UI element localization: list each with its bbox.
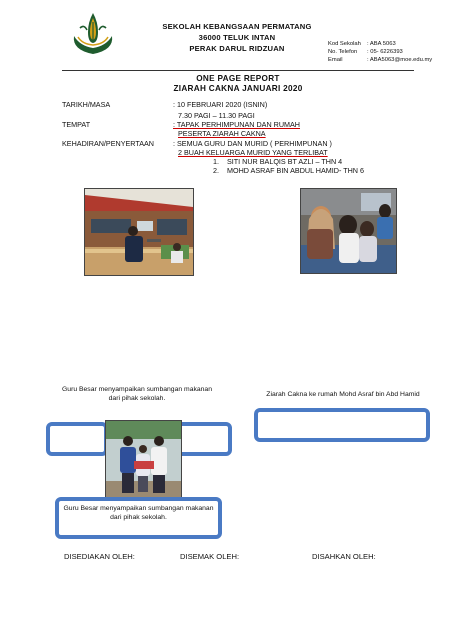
place-value-1: : TAPAK PERHIMPUNAN DAN RUMAH xyxy=(173,120,300,129)
place-label: TEMPAT xyxy=(62,120,91,129)
contact-row-code xyxy=(328,40,432,48)
time-value: 7.30 PAGI – 11.30 PAGI xyxy=(178,111,255,120)
caption-box-left-b xyxy=(176,422,232,456)
attendance-value-2: 2 BUAH KELUARGA MURID YANG TERLIBAT xyxy=(178,148,328,157)
attendance-label: KEHADIRAN/PENYERTAAN xyxy=(62,139,154,148)
school-postcode-town: 36000 TELUK INTAN xyxy=(198,33,276,42)
report-title-line2: ZIARAH CAKNA JANUARI 2020 xyxy=(173,84,303,93)
photo-donation xyxy=(105,420,182,498)
photo-home-visit xyxy=(300,188,397,274)
signature-approved-by: DISAHKAN OLEH: xyxy=(312,552,376,561)
contact-row-phone xyxy=(328,48,432,56)
signature-checked-by: DISEMAK OLEH: xyxy=(180,552,240,561)
contact-value: : ABA 5063 xyxy=(367,41,396,47)
family-name: SITI NUR BALQIS BT AZLI – THN 4 xyxy=(227,157,343,166)
caption-left-bottom: Guru Besar menyampaikan sumbangan makanan dari pihak sekolah. xyxy=(63,505,214,521)
photo-donation-image xyxy=(106,421,181,497)
contact-value: : 05- 6226393 xyxy=(367,49,403,55)
place-value-2: PESERTA ZIARAH CAKNA xyxy=(178,129,266,138)
photo-home-visit-image xyxy=(301,189,396,273)
school-name: SEKOLAH KEBANGSAAN PERMATANG xyxy=(162,22,312,31)
caption-box-left-a xyxy=(46,422,108,456)
school-header xyxy=(130,21,344,54)
school-crest-logo xyxy=(70,10,116,56)
family-number: 2. xyxy=(213,166,219,175)
report-title xyxy=(62,74,414,94)
date-value: : 10 FEBRUARI 2020 (ISNIN) xyxy=(173,100,268,109)
photo-assembly xyxy=(84,188,194,276)
contact-label: Kod Sekolah xyxy=(328,41,361,47)
date-label: TARIKH/MASA xyxy=(62,100,111,109)
contact-label: Email xyxy=(328,57,343,63)
school-state: PERAK DARUL RIDZUAN xyxy=(189,44,285,53)
contact-value: : ABA5063@moe.edu.my xyxy=(367,57,433,63)
signature-prepared-by: DISEDIAKAN OLEH: xyxy=(64,552,135,561)
header-divider xyxy=(62,70,414,71)
contact-row-email xyxy=(328,56,432,64)
contact-label: No. Telefon xyxy=(328,49,358,55)
family-name: MOHD ASRAF BIN ABDUL HAMID- THN 6 xyxy=(227,166,364,175)
attendance-value-1: : SEMUA GURU DAN MURID ( PERHIMPUNAN ) xyxy=(173,139,332,148)
caption-left-top: Guru Besar menyampaikan sumbangan makanan dari pihak sekolah. xyxy=(62,386,212,402)
contact-block xyxy=(328,40,432,64)
caption-box-right xyxy=(254,408,430,442)
photo-assembly-image xyxy=(85,189,193,275)
report-title-line1: ONE PAGE REPORT xyxy=(196,74,280,83)
family-number: 1. xyxy=(213,157,219,166)
caption-right: Ziarah Cakna ke rumah Mohd Asraf bin Abd Hamid xyxy=(266,391,420,398)
